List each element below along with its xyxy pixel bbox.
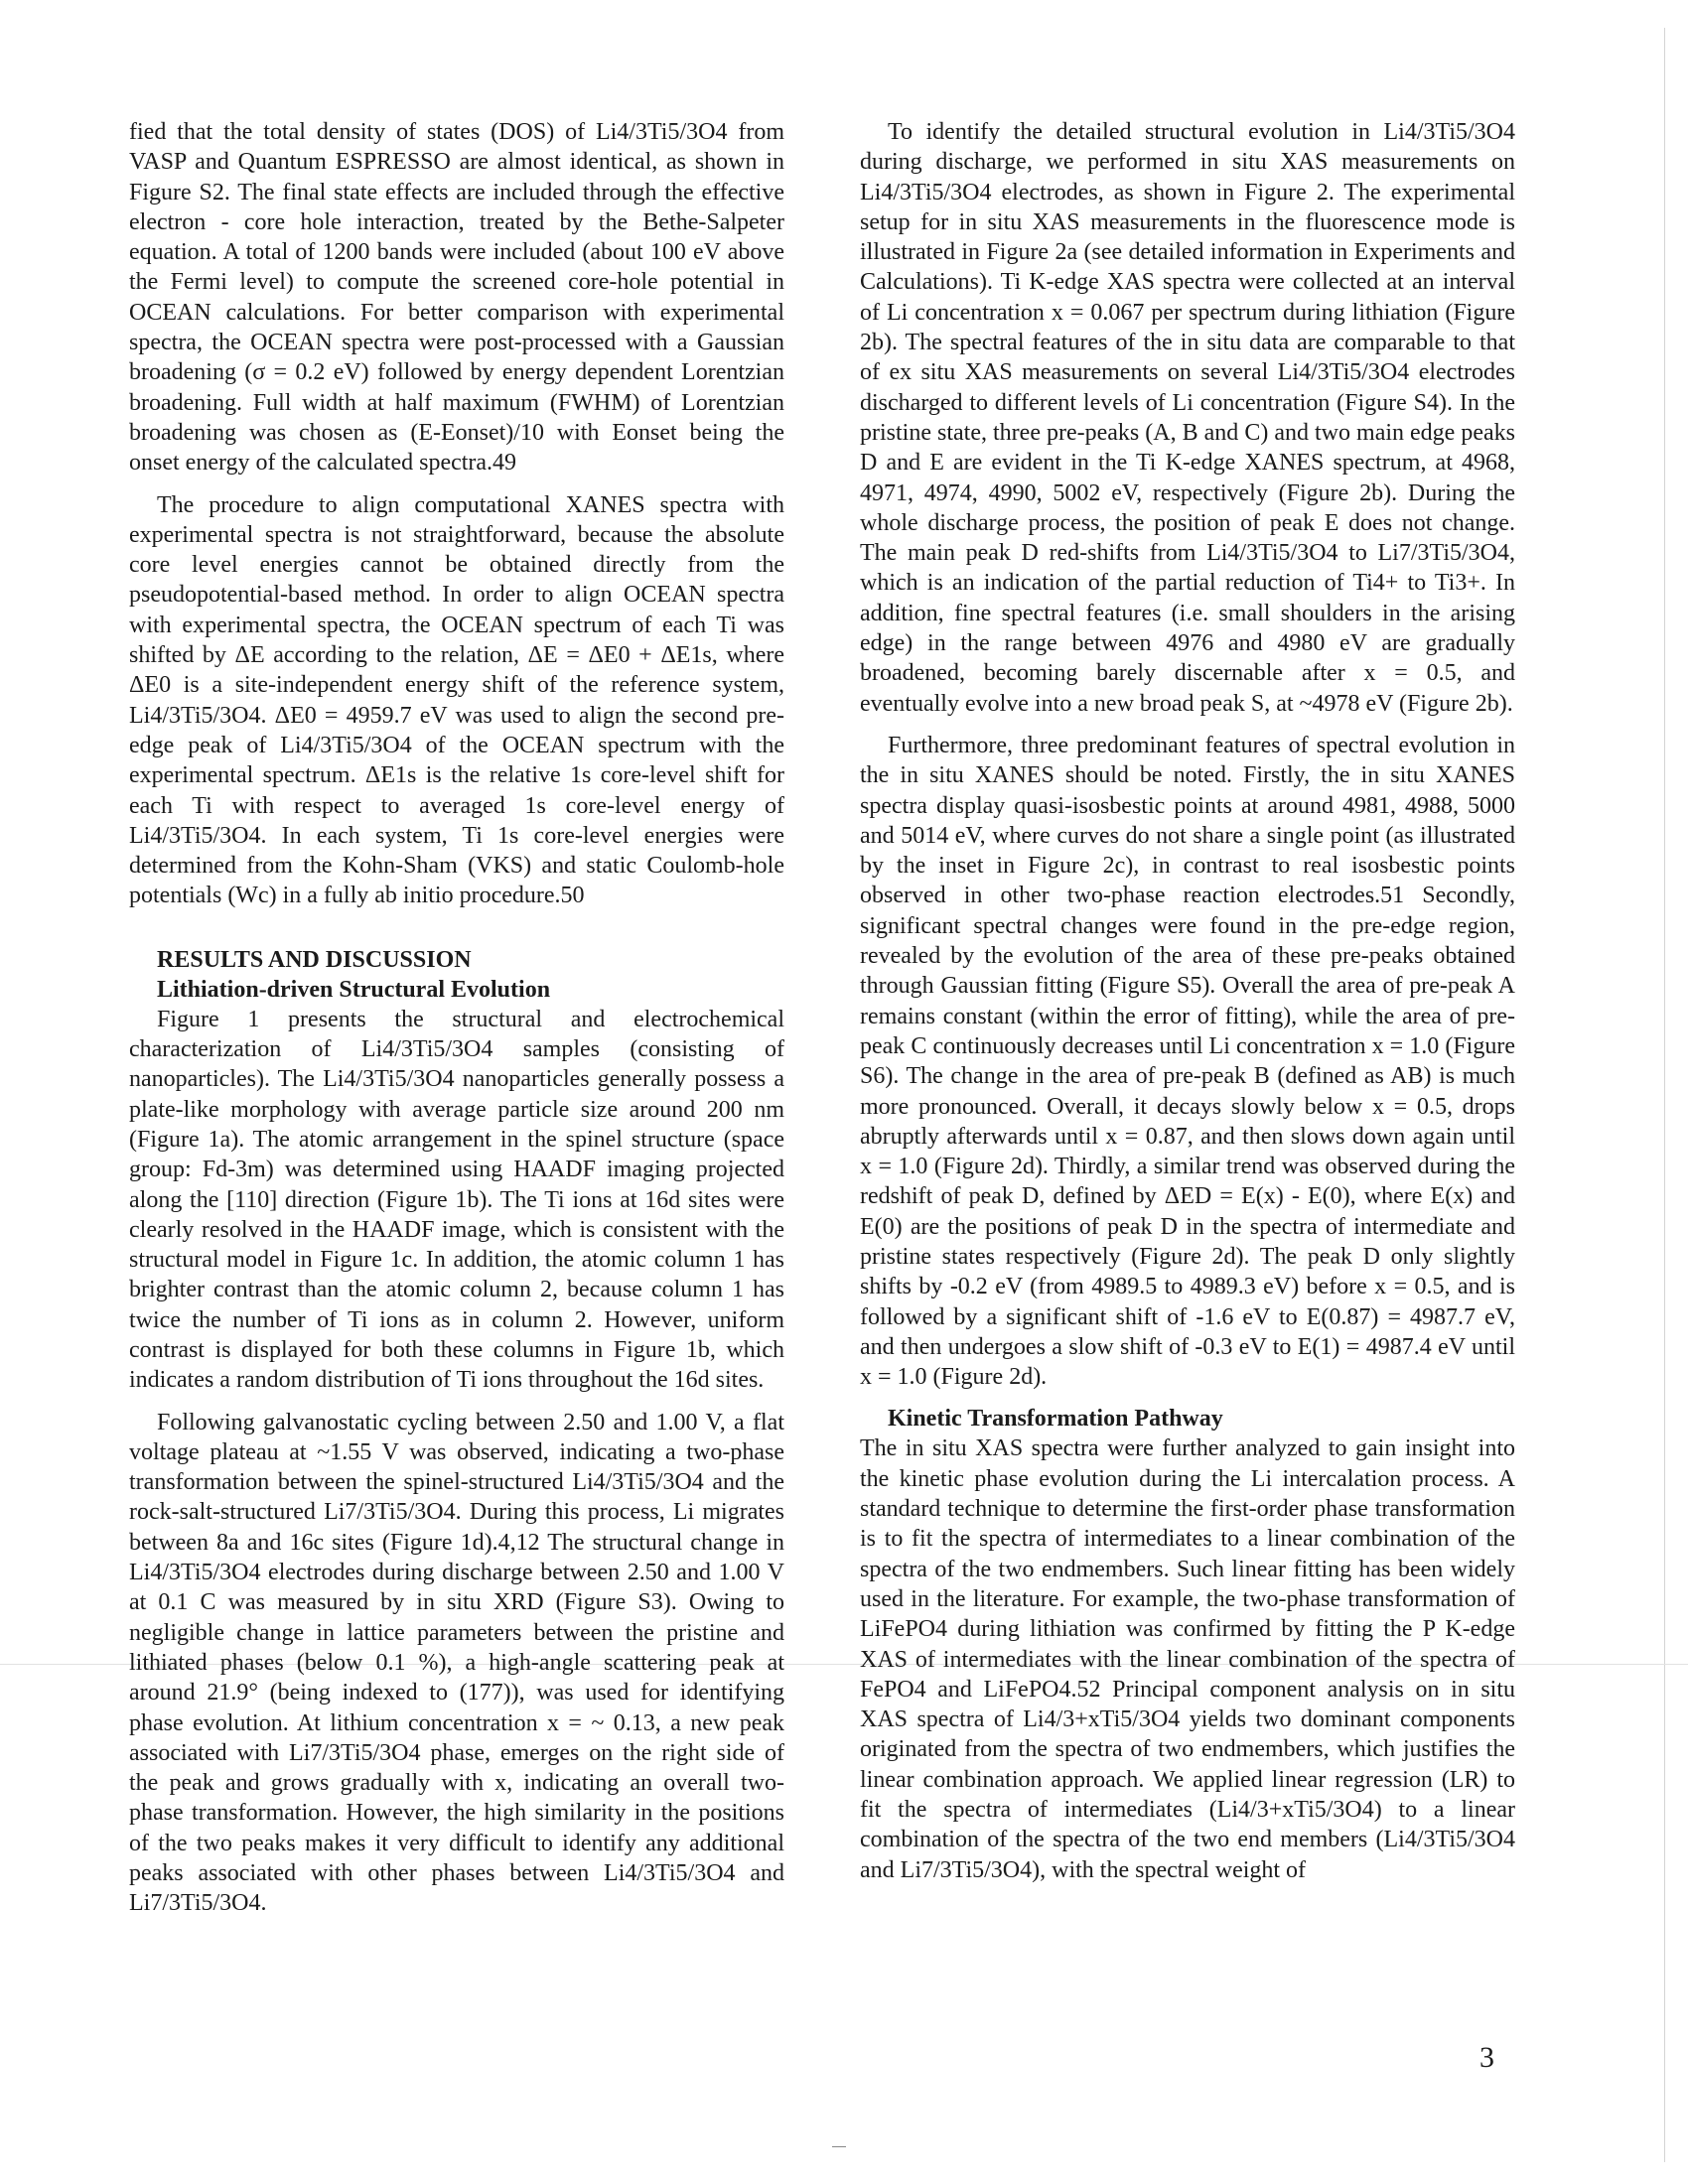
paragraph-linear-regression: The in situ XAS spectra were further analyzed to gain insight into the kinetic phase evolution during the Li intercalation process. A standard technique to determine the first-order phase transformation is to fit the spectra of intermediates to a linear combination of the spectra of the two endmembers. Such linear fitting has been widely used in the literature. For example, the two-phase transformation of LiFePO4 during lithiation was confirmed by fitting the P K-edge XAS of intermediates with the linear combination of the spectra of FePO4 and LiFePO4.52 Principal component analysis on in situ XAS spectra of Li4/3+xTi5/3O4 yields two dominant components originated from the spectra of two endmembers, which justifies the linear combination approach. We applied linear regression (LR) to fit the spectra of intermediates (Li4/3+xTi5/3O4) to a linear combination of the spectra of the two end members (Li4/3Ti5/3O4 and Li7/3Ti5/3O4), with the spectral weight of	[860, 1435, 1515, 1883]
paragraph-in-situ-xas: To identify the detailed structural evolution in Li4/3Ti5/3O4 during discharge, we performed in situ XAS measurements on Li4/3Ti5/3O4 electrodes, as shown in Figure 2. The experimental setup for in situ XAS measurements in the fluorescence mode is illustrated in Figure 2a (see detailed information in Experiments and Calculations). Ti K-edge XAS spectra were collected at an interval of Li concentration x = 0.067 per spectrum during lithiation (Figure 2b). The spectral features of the in situ data are comparable to that of ex situ XAS measurements on several Li4/3Ti5/3O4 electrodes discharged to different levels of Li concentration (Figure S4). In the pristine state, three pre-peaks (A, B and C) and two main edge peaks D and E are evident in the Ti K-edge XANES spectrum, at 4968, 4971, 4974, 4990, 5002 eV, respectively (Figure 2b). During the whole discharge process, the position of peak E does not change. The main peak D red-shifts from Li4/3Ti5/3O4 to Li7/3Ti5/3O4, which is an indication of the partial reduction of Ti4+ to Ti3+. In addition, fine spectral features (i.e. small shoulders in the arising edge) in the range between 4976 and 4980 eV are gradually broadened, becoming barely discernable after x = 0.5, and eventually evolve into a new broad peak S, at ~4978 eV (Figure 2b).	[860, 119, 1515, 717]
paragraph-spectra-alignment: The procedure to align computational XANES spectra with experimental spectra is not straightforward, because the absolute core level energies cannot be obtained directly from the pseudopotential-based method. In order to align OCEAN spectra with experimental spectra, the OCEAN spectrum of each Ti was shifted by ΔE according to the relation, ΔE = ΔE0 + ΔE1s, where ΔE0 is a site-independent energy shift of the reference system, Li4/3Ti5/3O4. ΔE0 = 4959.7 eV was used to align the second pre-edge peak of Li4/3Ti5/3O4 of the OCEAN spectrum with the experimental spectrum. ΔE1s is the relative 1s core-level shift for each Ti with respect to averaged 1s core-level energy of Li4/3Ti5/3O4. In each system, Ti 1s core-level energies were determined from the Kohn-Sham (VKS) and static Coulomb-hole potentials (Wc) in a fully ab initio procedure.50	[129, 491, 784, 909]
paragraph-spectral-features: Furthermore, three predominant features of spectral evolution in the in situ XANES should be noted. Firstly, the in situ XANES spectra display quasi-isosbestic points at around 4981, 4988, 5000 and 5014 eV, where curves do not share a single point (as illustrated by the inset in Figure 2c), in contrast to real isosbestic points observed in other two-phase reaction electrodes.51 Secondly, significant spectral changes were found in the pre-edge region, revealed by the evolution of the area of these pre-peaks obtained through Gaussian fitting (Figure S5). Overall the area of pre-peak A remains constant (within the error of fitting), while the area of pre-peak C continuously decreases until Li concentration x = 1.0 (Figure S6). The change in the area of pre-peak B (defined as AB) is much more pronounced. Overall, it decays slowly below x = 0.5, drops abruptly afterwards until x = 0.87, and then slows down again until x = 1.0 (Figure 2d). Thirdly, a similar trend was observed during the redshift of peak D, defined by ΔED = E(x) - E(0), where E(x) and E(0) are the positions of peak D in the spectra of intermediate and pristine states respectively (Figure 2d). The peak D only slightly shifts by -0.2 eV (from 4989.5 to 4989.3 eV) before x = 0.5, and is followed by a significant shift of -1.6 eV to E(0.87) = 4987.7 eV, and then undergoes a slow shift of -0.3 eV to E(1) = 4987.4 eV until x = 1.0 (Figure 2d).	[860, 732, 1515, 1391]
page-edge-line	[1664, 28, 1665, 2162]
right-column	[860, 117, 1515, 1897]
subsection-heading-lithiation: Lithiation-driven Structural Evolution	[157, 976, 551, 1003]
page-number: 3	[1479, 2041, 1494, 2074]
paragraph-figure1-characterization: Figure 1 presents the structural and electrochemical characterization of Li4/3Ti5/3O4 samples (consisting of nanoparticles). The Li4/3Ti5/3O4 nanoparticles generally possess a plate-like morphology with average particle size around 200 nm (Figure 1a). The atomic arrangement in the spinel structure (space group: Fd-3m) was determined using HAADF imaging projected along the [110] direction (Figure 1b). The Ti ions at 16d sites were clearly resolved in the HAADF image, which is consistent with the structural model in Figure 1c. In addition, the atomic column 1 has brighter contrast than the atomic column 2, because column 1 has twice the number of Ti ions as in column 2. However, uniform contrast is displayed for both these columns in Figure 1b, which indicates a random distribution of Ti ions throughout the 16d sites.	[129, 1006, 784, 1394]
paragraph-galvanostatic-cycling: Following galvanostatic cycling between 2.50 and 1.00 V, a flat voltage plateau at ~1.55 V was observed, indicating a two-phase transformation between the spinel-structured Li4/3Ti5/3O4 and the rock-salt-structured Li7/3Ti5/3O4. During this process, Li migrates between 8a and 16c sites (Figure 1d).4,12 The structural change in Li4/3Ti5/3O4 electrodes during discharge between 2.50 and 1.00 V at 0.1 C was measured by in situ XRD (Figure S3). Owing to negligible change in lattice parameters between the pristine and lithiated phases (below 0.1 %), a high-angle scattering peak at around 21.9° (being indexed to (177)), was used for identifying phase evolution. At lithium concentration x = ~ 0.13, a new peak associated with Li7/3Ti5/3O4 phase, emerges on the right side of the peak and grows gradually with x, indicating an overall two-phase transformation. However, the high similarity in the positions of the two peaks makes it very difficult to identify any additional peaks associated with other phases between Li4/3Ti5/3O4 and Li7/3Ti5/3O4.	[129, 1409, 784, 1917]
paragraph-ocean-broadening: fied that the total density of states (DOS) of Li4/3Ti5/3O4 from VASP and Quantum ESPRESSO are almost identical, as shown in Figure S2. The final state effects are included through the effective electron - core hole interaction, treated by the Bethe-Salpeter equation. A total of 1200 bands were included (about 100 eV above the Fermi level) to compute the screened core-hole potential in OCEAN calculations. For better comparison with experimental spectra, the OCEAN spectra were post-processed with a Gaussian broadening (σ = 0.2 eV) followed by energy dependent Lorentzian broadening. Full width at half maximum (FWHM) of Lorentzian broadening was chosen as (E-Eonset)/10 with Eonset being the onset energy of the calculated spectra.49	[129, 119, 784, 477]
section-heading-results: RESULTS AND DISCUSSION	[157, 946, 472, 973]
scan-mark	[832, 2146, 846, 2147]
subsection-heading-kinetic: Kinetic Transformation Pathway	[888, 1406, 1223, 1433]
left-column	[129, 117, 784, 1931]
